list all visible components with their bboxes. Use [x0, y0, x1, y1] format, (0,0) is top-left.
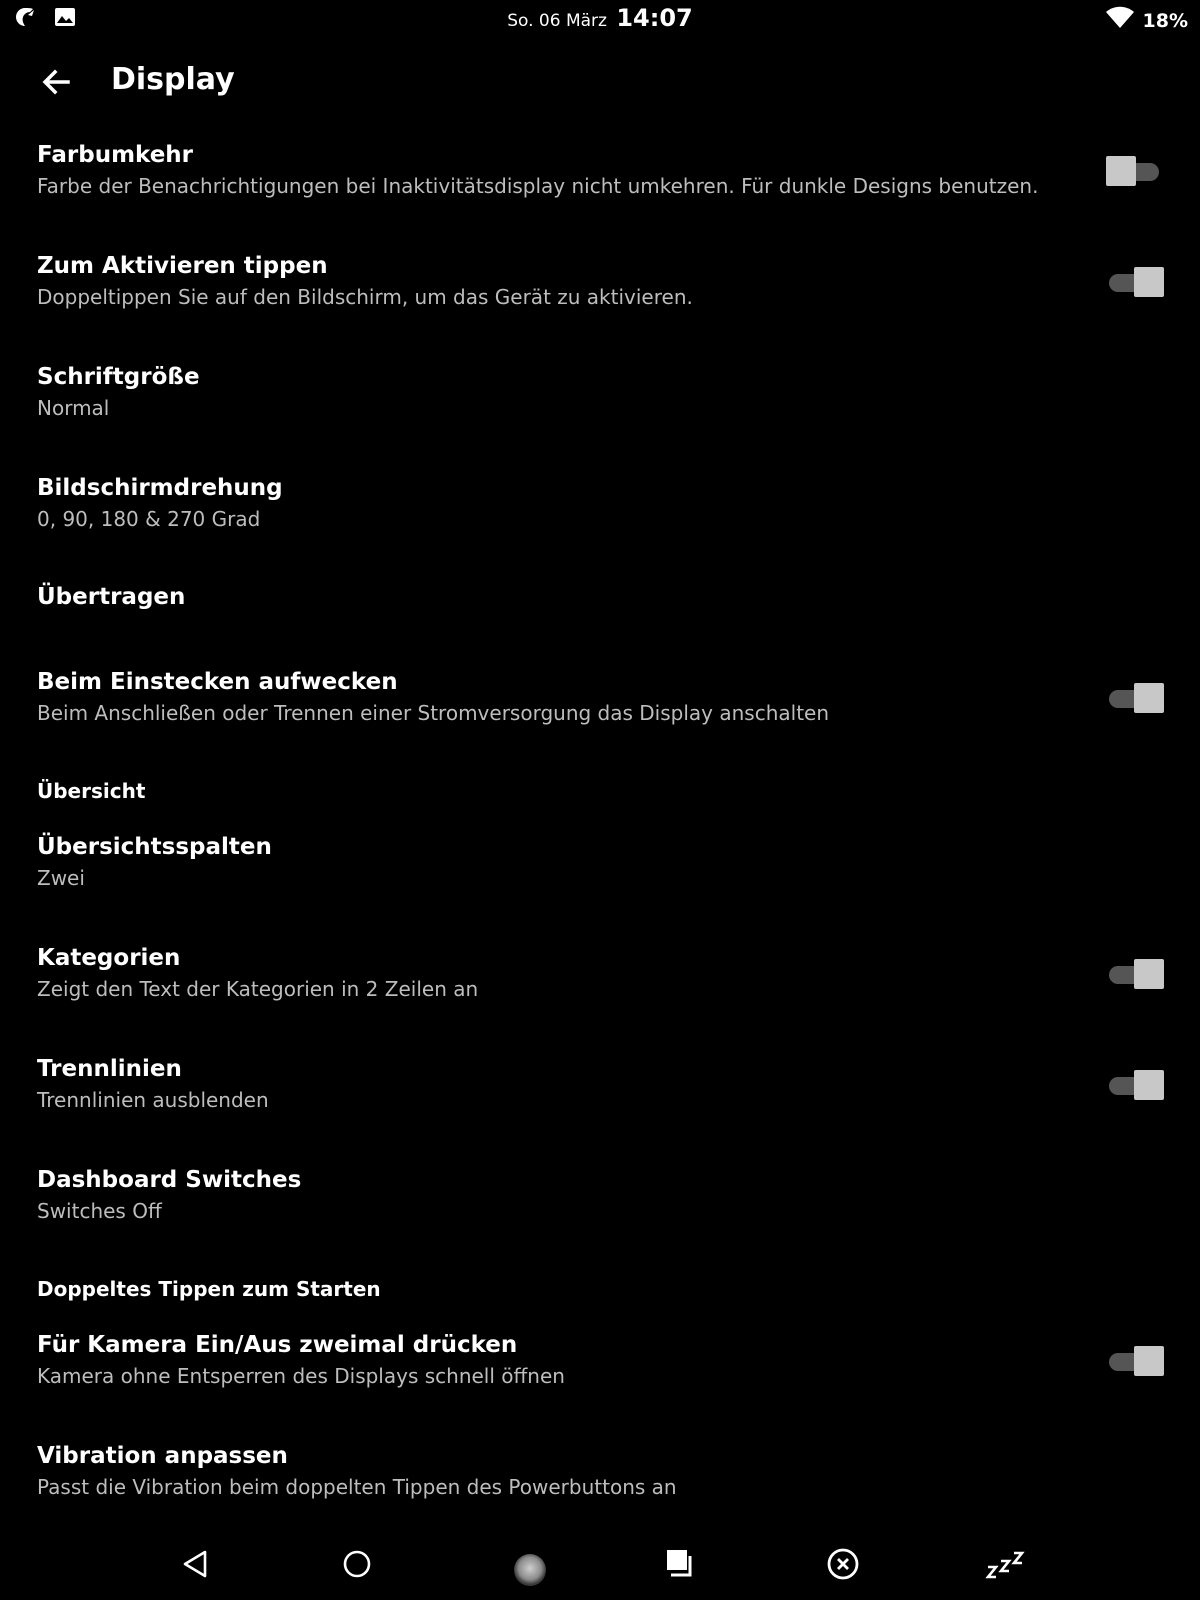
- setting-overview-columns[interactable]: [0, 832, 1200, 907]
- page-title: Display: [111, 62, 235, 97]
- status-time: 14:07: [616, 4, 693, 32]
- setting-subtitle: Trennlinien ausblenden: [37, 1088, 269, 1112]
- setting-title: Kategorien: [37, 945, 181, 971]
- dividers-switch[interactable]: [1106, 1068, 1164, 1102]
- camera-double-press-switch[interactable]: [1106, 1344, 1164, 1378]
- setting-title: Bildschirmdrehung: [37, 475, 283, 501]
- app-bar: [0, 50, 1200, 112]
- tap-to-wake-switch[interactable]: [1106, 265, 1164, 299]
- close-circle-icon[interactable]: [823, 1544, 863, 1584]
- setting-subtitle: Zeigt den Text der Kategorien in 2 Zeilen an: [37, 977, 479, 1001]
- setting-categories[interactable]: [0, 943, 1200, 1018]
- setting-dashboard-switches[interactable]: [0, 1165, 1200, 1240]
- setting-screen-rotation[interactable]: [0, 473, 1200, 548]
- navigation-bar: [0, 1530, 1200, 1600]
- recents-square-icon[interactable]: [661, 1544, 701, 1584]
- setting-title: Dashboard Switches: [37, 1167, 302, 1193]
- switch-thumb: [1134, 959, 1164, 989]
- categories-switch[interactable]: [1106, 957, 1164, 991]
- setting-subtitle: Doppeltippen Sie auf den Bildschirm, um das Gerät zu aktivieren.: [37, 285, 693, 309]
- wifi-icon: [1105, 6, 1135, 35]
- setting-camera-double-press[interactable]: [0, 1330, 1200, 1405]
- setting-subtitle: Normal: [37, 396, 110, 420]
- farbumkehr-switch[interactable]: [1106, 154, 1164, 188]
- setting-vibration[interactable]: [0, 1441, 1200, 1516]
- sleep-zzz-icon[interactable]: [984, 1544, 1030, 1584]
- setting-subtitle: Kamera ohne Entsperren des Displays schnell öffnen: [37, 1364, 565, 1388]
- switch-thumb: [1134, 1070, 1164, 1100]
- section-header-overview: Übersicht: [37, 779, 146, 803]
- setting-subtitle: Switches Off: [37, 1199, 162, 1223]
- back-triangle-icon[interactable]: [176, 1544, 216, 1584]
- switch-thumb: [1134, 683, 1164, 713]
- setting-font-size[interactable]: [0, 362, 1200, 437]
- setting-title: Trennlinien: [37, 1056, 182, 1082]
- setting-tap-to-wake[interactable]: [0, 251, 1200, 326]
- status-date: So. 06 März: [507, 11, 607, 31]
- setting-title: Vibration anpassen: [37, 1443, 288, 1469]
- setting-subtitle: Zwei: [37, 866, 85, 890]
- status-clock: [0, 4, 1200, 32]
- switch-thumb: [1106, 156, 1136, 186]
- home-circle-icon[interactable]: [337, 1544, 377, 1584]
- setting-subtitle: Beim Anschließen oder Trennen einer Stromversorgung das Display anschalten: [37, 701, 830, 725]
- status-bar: [0, 0, 1200, 40]
- setting-title: Übertragen: [37, 584, 186, 610]
- setting-cast[interactable]: [0, 580, 1200, 630]
- battery-percentage: 18%: [1142, 9, 1188, 32]
- setting-wake-on-plug[interactable]: [0, 667, 1200, 742]
- setting-dividers[interactable]: [0, 1054, 1200, 1129]
- setting-subtitle: Farbe der Benachrichtigungen bei Inaktivitätsdisplay nicht umkehren. Für dunkle Designs benutzen.: [37, 174, 1039, 198]
- assistant-dot-icon[interactable]: [510, 1550, 550, 1590]
- setting-title: Farbumkehr: [37, 142, 194, 168]
- status-system-icons: [1105, 6, 1188, 35]
- setting-title: Zum Aktivieren tippen: [37, 253, 328, 279]
- wake-on-plug-switch[interactable]: [1106, 681, 1164, 715]
- setting-farbumkehr[interactable]: [0, 140, 1200, 215]
- setting-title: Übersichtsspalten: [37, 834, 272, 860]
- setting-title: Schriftgröße: [37, 364, 200, 390]
- setting-title: Beim Einstecken aufwecken: [37, 669, 398, 695]
- setting-title: Für Kamera Ein/Aus zweimal drücken: [37, 1332, 518, 1358]
- section-header-double-tap: Doppeltes Tippen zum Starten: [37, 1277, 381, 1301]
- arrow-back-icon[interactable]: [36, 62, 76, 102]
- switch-thumb: [1134, 1346, 1164, 1376]
- setting-subtitle: Passt die Vibration beim doppelten Tippen des Powerbuttons an: [37, 1475, 677, 1499]
- switch-thumb: [1134, 267, 1164, 297]
- setting-subtitle: 0, 90, 180 & 270 Grad: [37, 507, 261, 531]
